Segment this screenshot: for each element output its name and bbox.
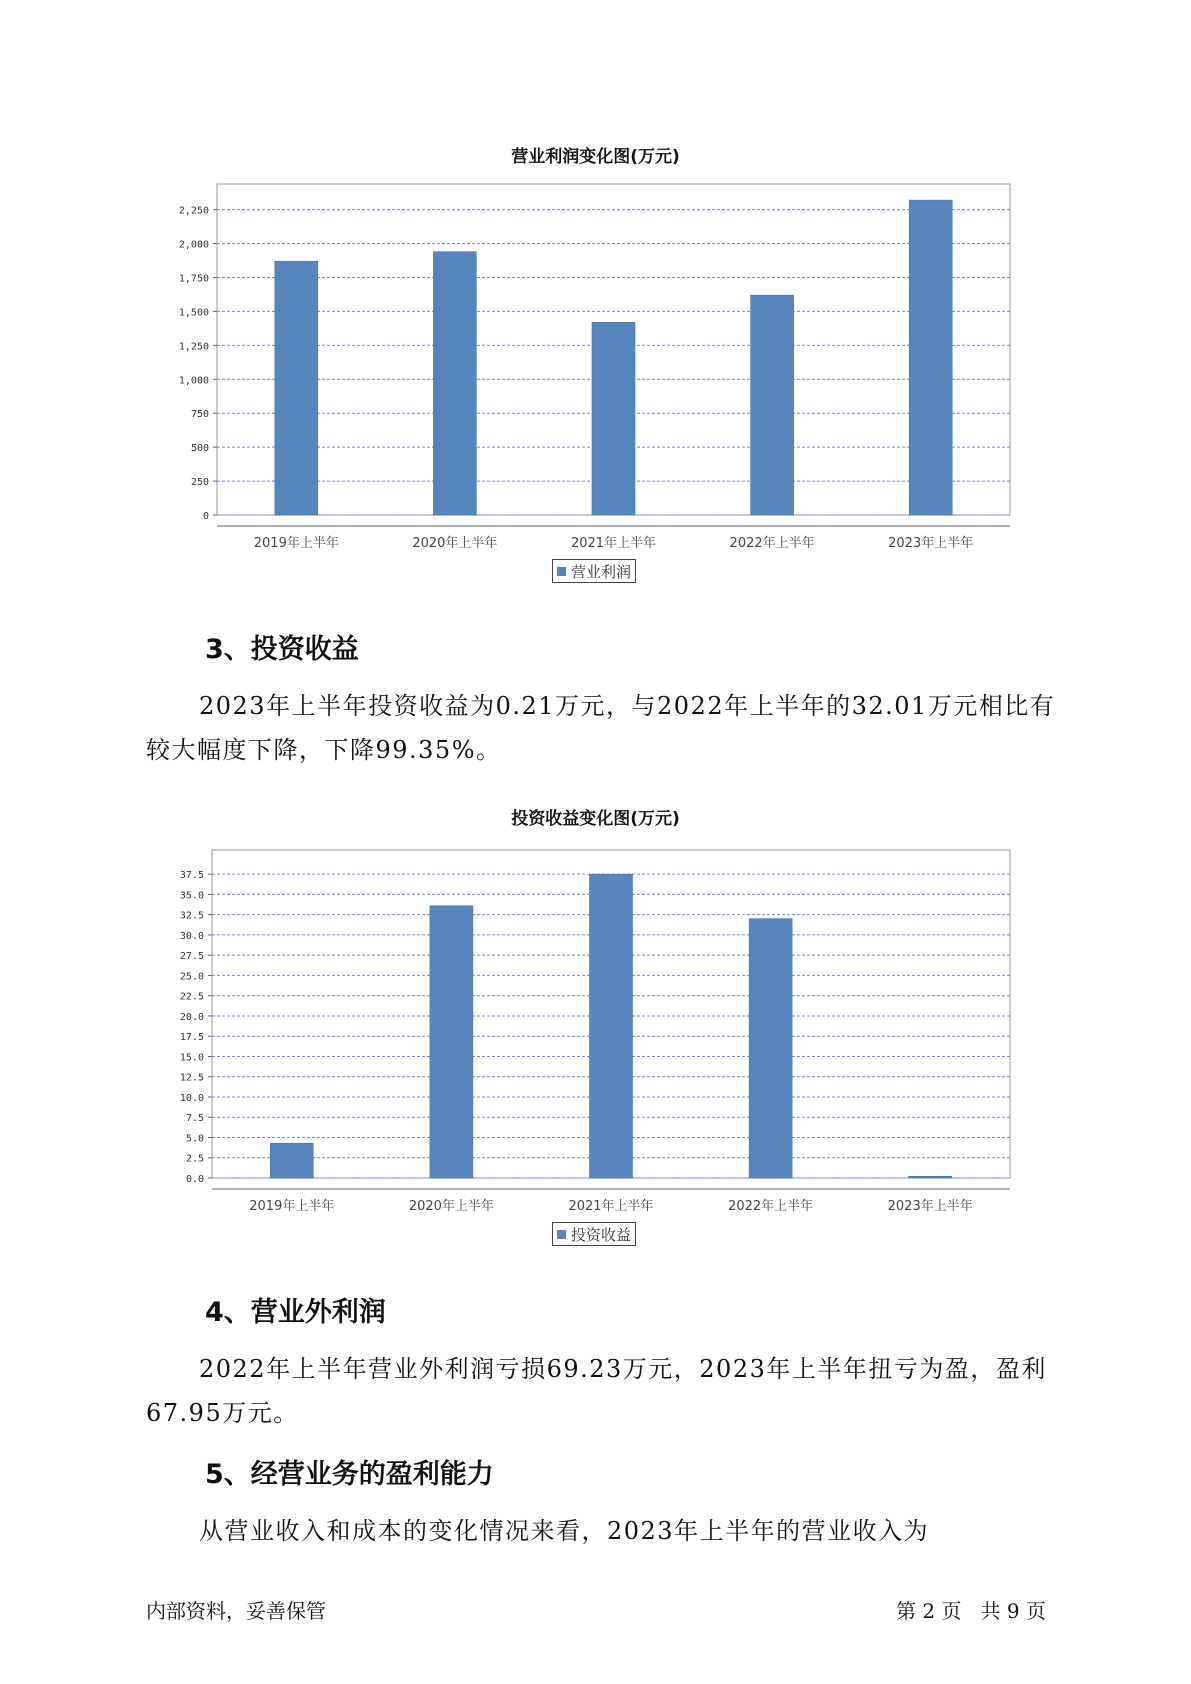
y-tick-label: 17.5 — [179, 1032, 204, 1044]
y-tick-label: 25.0 — [179, 971, 204, 983]
y-tick-label: 0.0 — [185, 1174, 204, 1185]
bar — [909, 1176, 952, 1178]
y-tick-label: 500 — [190, 443, 209, 455]
y-tick-label: 1,250 — [178, 341, 209, 353]
x-tick-label: 2023年上半年 — [888, 536, 974, 551]
x-tick-label: 2021年上半年 — [570, 536, 657, 551]
chart1-title: 营业利润变化图(万元) — [511, 147, 680, 167]
y-tick-label: 0 — [202, 511, 209, 522]
x-tick-label: 2019年上半年 — [249, 1199, 335, 1214]
chart2-title: 投资收益变化图(万元) — [511, 809, 680, 829]
y-tick-label: 2.5 — [185, 1153, 204, 1165]
footer-page-number: 第 2 页 共 9 页 — [896, 1599, 1046, 1623]
y-tick-label: 250 — [190, 477, 209, 489]
y-tick-label: 750 — [190, 409, 209, 421]
y-tick-label: 35.0 — [179, 890, 204, 902]
y-tick-label: 2,000 — [178, 239, 209, 251]
y-tick-label: 27.5 — [179, 951, 204, 963]
y-tick-label: 10.0 — [179, 1092, 204, 1104]
y-tick-label: 1,500 — [178, 307, 209, 319]
y-tick-label: 37.5 — [179, 870, 204, 882]
chart1-legend-label: 营业利润 — [571, 562, 632, 581]
bar — [430, 906, 473, 1178]
bar — [590, 874, 633, 1178]
legend-swatch — [557, 1230, 566, 1239]
y-tick-label: 2,250 — [178, 205, 209, 217]
y-tick-label: 15.0 — [179, 1052, 204, 1064]
bar — [749, 919, 792, 1178]
section-4-paragraph: 2022年上半年营业外利润亏损69.23万元，2023年上半年扭亏为盈，盈利67.95万元。 — [146, 1355, 1047, 1427]
y-tick-label: 12.5 — [179, 1072, 204, 1084]
y-tick-label: 1,000 — [178, 375, 209, 387]
section-5-heading: 5、经营业务的盈利能力 — [205, 1459, 494, 1490]
x-tick-label: 2020年上半年 — [412, 536, 498, 551]
section-3-paragraph: 2023年上半年投资收益为0.21万元，与2022年上半年的32.01万元相比有较大幅度下降，下降99.35%。 — [146, 692, 1056, 764]
y-tick-label: 20.0 — [179, 1011, 204, 1023]
footer-confidential: 内部资料，妥善保管 — [146, 1599, 326, 1623]
x-tick-label: 2023年上半年 — [887, 1199, 973, 1214]
chart2-legend-label: 投资收益 — [571, 1225, 632, 1244]
section-3-heading: 3、投资收益 — [205, 634, 359, 665]
x-tick-label: 2019年上半年 — [253, 536, 339, 551]
y-tick-label: 32.5 — [179, 910, 204, 922]
y-tick-label: 5.0 — [185, 1133, 204, 1145]
chart2-legend — [552, 1222, 636, 1246]
y-tick-label: 1,750 — [178, 273, 209, 285]
section-4-heading: 4、营业外利润 — [205, 1297, 386, 1328]
y-tick-label: 30.0 — [179, 930, 204, 942]
y-tick-label: 22.5 — [179, 991, 204, 1003]
section-5-paragraph: 从营业收入和成本的变化情况来看，2023年上半年的营业收入为 — [199, 1517, 930, 1545]
bar — [270, 1143, 313, 1178]
y-tick-label: 7.5 — [185, 1113, 204, 1125]
x-tick-label: 2022年上半年 — [728, 1199, 814, 1214]
x-tick-label: 2022年上半年 — [729, 536, 815, 551]
x-tick-label: 2021年上半年 — [568, 1199, 654, 1214]
x-tick-label: 2020年上半年 — [408, 1199, 494, 1214]
